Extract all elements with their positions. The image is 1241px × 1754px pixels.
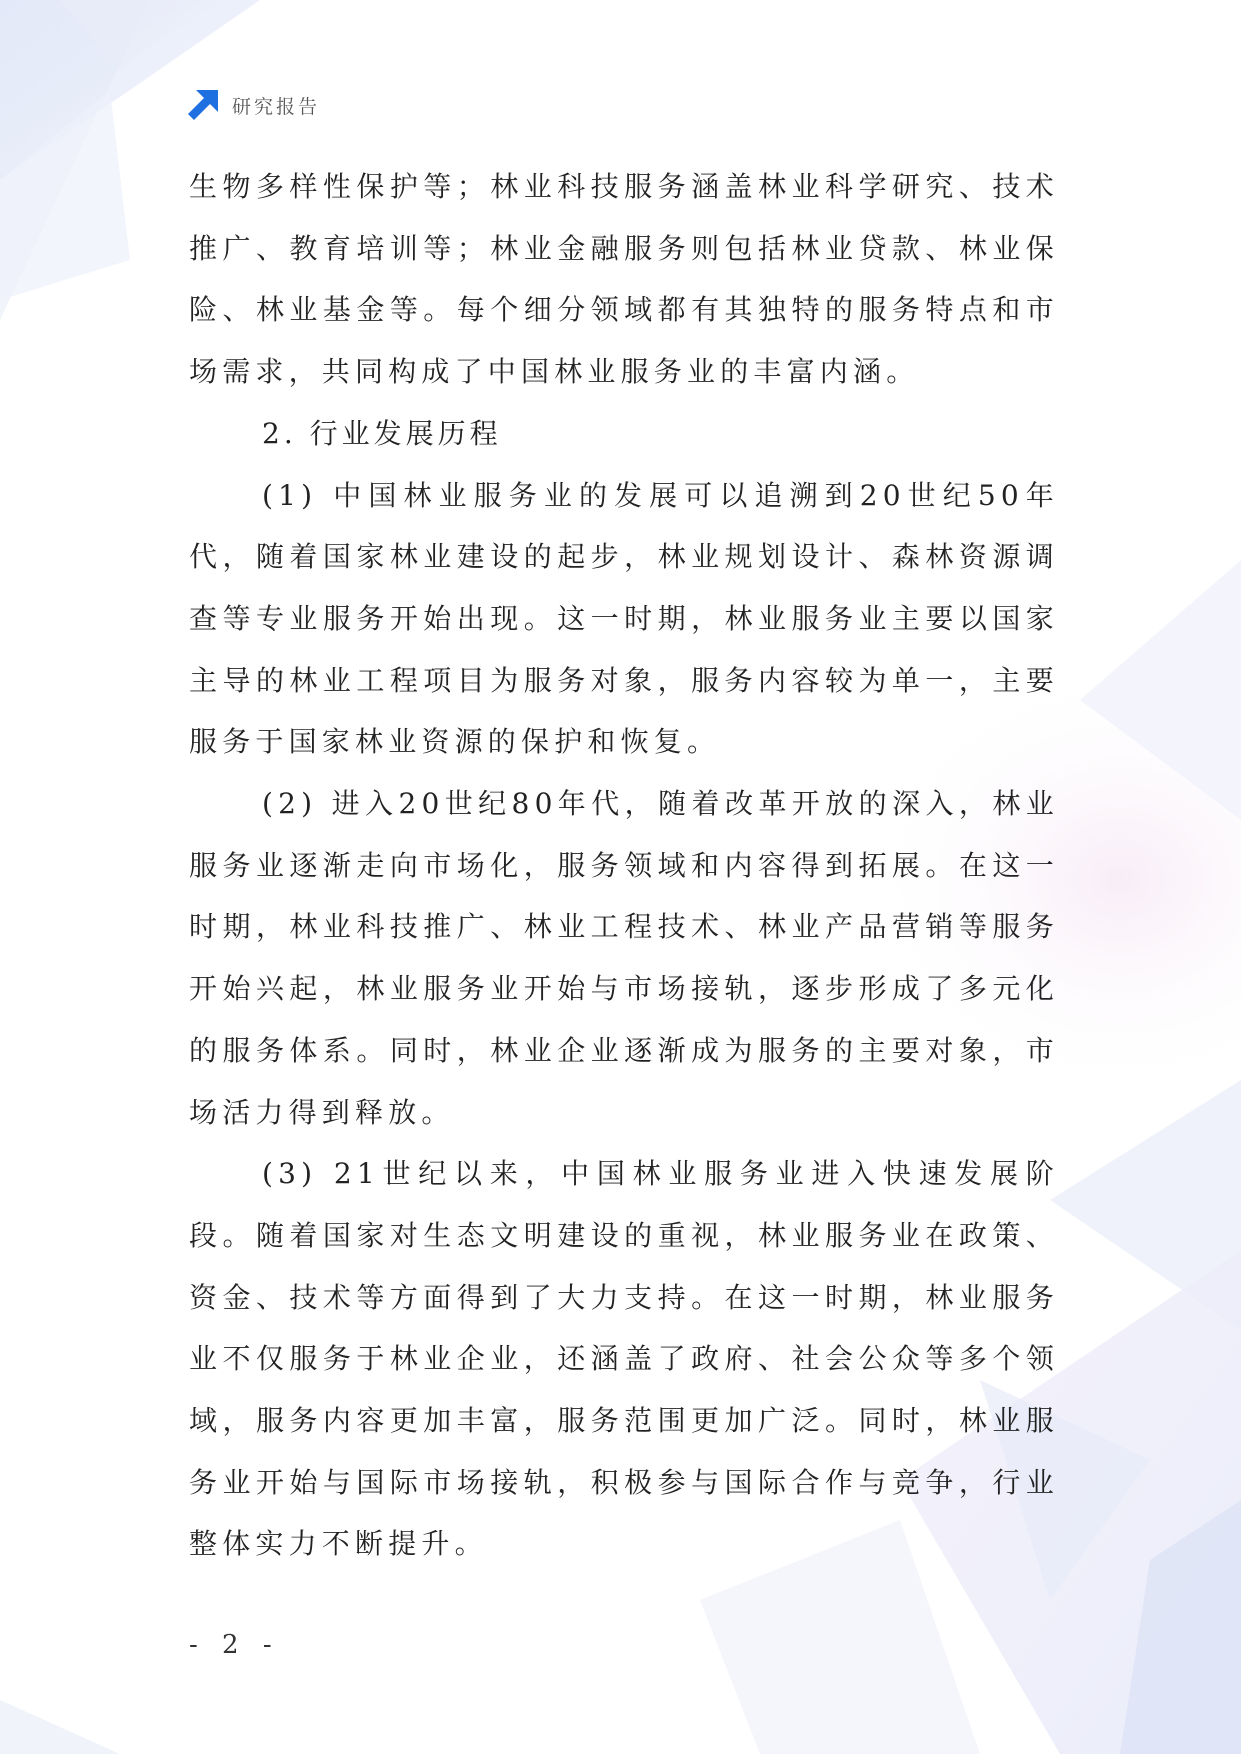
page-number: - 2 - (189, 1630, 280, 1660)
paragraph: (1) 中国林业服务业的发展可以追溯到20世纪50年代，随着国家林业建设的起步，林业规划设计、森林资源调查等专业服务开始出现。这一时期，林业服务业主要以国家主导的林业工程项目为服务对象，服务内容较为单一，主要服务于国家林业资源的保护和恢复。 (189, 478, 1059, 759)
arrow-up-right-icon (186, 88, 220, 122)
header-title: 研究报告 (232, 95, 321, 118)
paragraph: (2) 进入20世纪80年代，随着改革开放的深入，林业服务业逐渐走向市场化，服务领域和内容得到拓展。在这一时期，林业科技推广、林业工程技术、林业产品营销等服务开始兴起，林业服务业开始与市场接轨，逐步形成了多元化的服务体系。同时，林业企业逐渐成为服务的主要对象，市场活力得到释放。 (189, 787, 1059, 1129)
section-heading: 2. 行业发展历程 (262, 416, 502, 450)
paragraph: (3) 21世纪以来，中国林业服务业进入快速发展阶段。随着国家对生态文明建设的重视，林业服务业在政策、资金、技术等方面得到了大力支持。在这一时期，林业服务业不仅服务于林业企业，还涵盖了政府、社会公众等多个领域，服务内容更加丰富，服务范围更加广泛。同时，林业服务业开始与国际市场接轨，积极参与国际合作与竞争，行业整体实力不断提升。 (189, 1157, 1059, 1561)
paragraph-continuation: 生物多样性保护等；林业科技服务涵盖林业科学研究、技术推广、教育培训等；林业金融服务则包括林业贷款、林业保险、林业基金等。每个细分领域都有其独特的服务特点和市场需求，共同构成了中国林业服务业的丰富内涵。 (189, 170, 1059, 389)
document-body (189, 156, 1059, 1575)
report-header (186, 88, 320, 122)
